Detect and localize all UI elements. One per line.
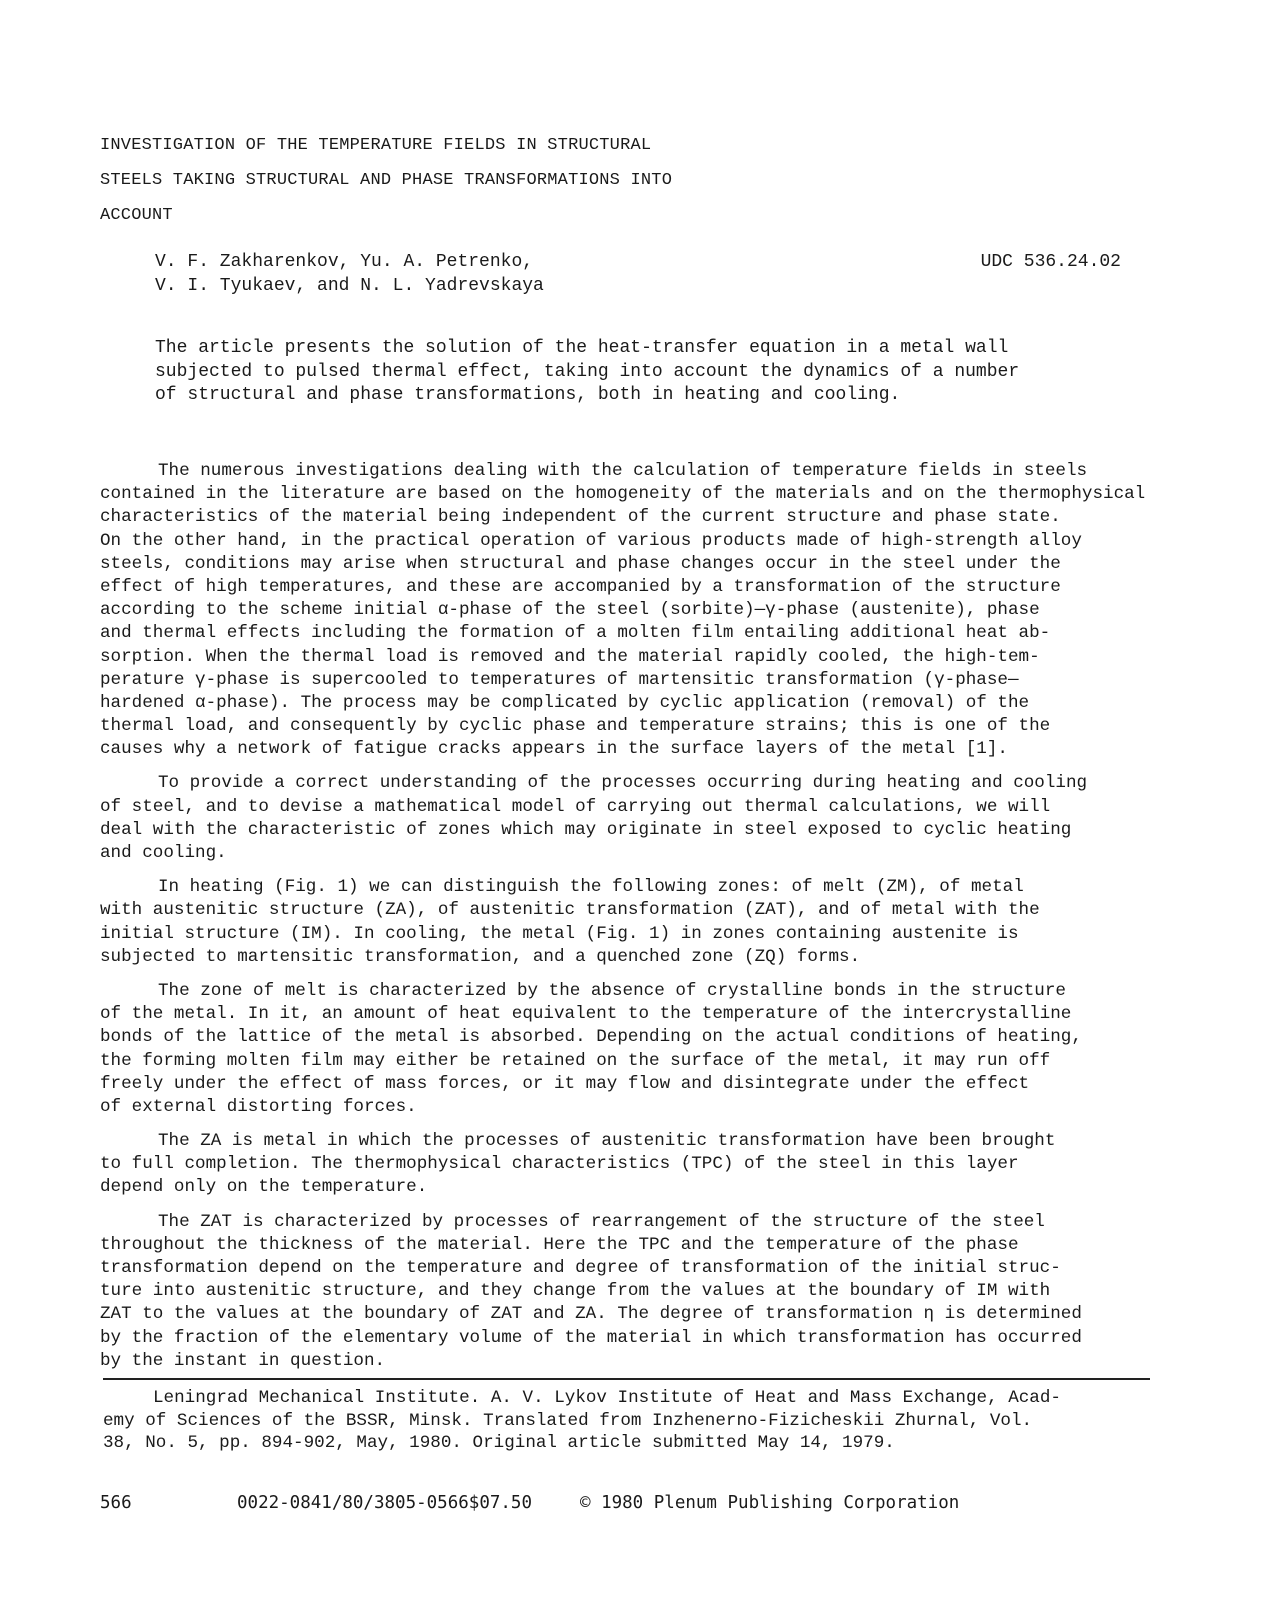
- paragraph-line: To provide a correct understanding of the processes occurring during heating and cooling: [158, 773, 1088, 794]
- abstract-line: subjected to pulsed thermal effect, taking into account the dynamics of a number: [155, 361, 1020, 382]
- paragraph-line: On the other hand, in the practical operation of various products made of high-strength alloy: [100, 530, 1082, 551]
- footnote-line: Leningrad Mechanical Institute. A. V. Lykov Institute of Heat and Mass Exchange, Acad-: [153, 1388, 1061, 1408]
- paragraph-line: to full completion. The thermophysical characteristics (TPC) of the steel in this layer: [100, 1154, 1019, 1175]
- paragraph-line: The ZA is metal in which the processes of austenitic transformation have been brought: [158, 1131, 1056, 1152]
- paragraph-line: thermal load, and consequently by cyclic phase and temperature strains; this is one of the: [100, 716, 1051, 737]
- issn-code: 0022-0841/80/3805-0566$07.50: [237, 1493, 533, 1513]
- author-line: V. F. Zakharenkov, Yu. A. Petrenko,: [155, 252, 534, 272]
- copyright-notice: © 1980 Plenum Publishing Corporation: [580, 1493, 960, 1513]
- footnote: [103, 1387, 1061, 1455]
- body-text: [100, 460, 1160, 1384]
- body-paragraph: [100, 876, 1160, 969]
- paragraph-line: by the fraction of the elementary volume of the material in which transformation has occurred: [100, 1327, 1082, 1348]
- author-line: V. I. Tyukaev, and N. L. Yadrevskaya: [155, 276, 544, 296]
- footnote-divider: [103, 1378, 1150, 1380]
- title-line: ACCOUNT: [100, 206, 173, 225]
- paragraph-line: The numerous investigations dealing with the calculation of temperature fields in steels: [158, 461, 1088, 481]
- body-paragraph: [100, 772, 1160, 865]
- paragraph-line: ture into austenitic structure, and they change from the values at the boundary of IM with: [100, 1281, 1051, 1302]
- paragraph-line: In heating (Fig. 1) we can distinguish the following zones: of melt (ZM), of metal: [158, 877, 1024, 898]
- body-paragraph: [100, 980, 1160, 1119]
- abstract-line: of structural and phase transformations, both in heating and cooling.: [155, 385, 901, 405]
- paragraph-line: perature γ-phase is supercooled to temperatures of martensitic transformation (γ-phase—: [100, 669, 1019, 690]
- paragraph-line: and cooling.: [100, 843, 227, 863]
- paragraph-line: sorption. When the thermal load is removed and the material rapidly cooled, the high-tem-: [100, 646, 1040, 667]
- paragraph-line: The ZAT is characterized by processes of rearrangement of the structure of the steel: [158, 1211, 1045, 1232]
- paragraph-line: of the metal. In it, an amount of heat equivalent to the temperature of the intercrystalline: [100, 1004, 1072, 1025]
- paragraph-line: throughout the thickness of the material. Here the TPC and the temperature of the phase: [100, 1234, 1019, 1255]
- title-line: INVESTIGATION OF THE TEMPERATURE FIELDS IN STRUCTURAL: [100, 136, 652, 155]
- paragraph-line: ZAT to the values at the boundary of ZAT and ZA. The degree of transformation η is determined: [100, 1304, 1082, 1325]
- paragraph-line: the forming molten film may either be retained on the surface of the metal, it may run off: [100, 1050, 1051, 1071]
- body-paragraph: [100, 1211, 1160, 1373]
- paragraph-line: freely under the effect of mass forces, or it may flow and disintegrate under the effect: [100, 1073, 1030, 1094]
- paragraph-line: effect of high temperatures, and these are accompanied by a transformation of the structure: [100, 576, 1061, 597]
- paragraph-line: contained in the literature are based on the homogeneity of the materials and on the thermophysical: [100, 484, 1146, 505]
- abstract: [155, 337, 1115, 408]
- abstract-line: The article presents the solution of the heat-transfer equation in a metal wall: [155, 338, 1009, 358]
- paragraph-line: according to the scheme initial α-phase of the steel (sorbite)—γ-phase (austenite), phase: [100, 600, 1040, 621]
- paragraph-line: depend only on the temperature.: [100, 1177, 428, 1198]
- paragraph-line: hardened α-phase). The process may be complicated by cyclic application (removal) of the: [100, 692, 1030, 713]
- body-paragraph: [100, 1130, 1160, 1200]
- footnote-line: emy of Sciences of the BSSR, Minsk. Translated from Inzhenerno-Fizicheskii Zhurnal, Vol.: [103, 1410, 1033, 1431]
- paragraph-line: of steel, and to devise a mathematical model of carrying out thermal calculations, we will: [100, 796, 1051, 817]
- author-list: [155, 250, 544, 298]
- paragraph-line: by the instant in question.: [100, 1350, 386, 1371]
- article-title: [100, 128, 672, 233]
- paragraph-line: bonds of the lattice of the metal is absorbed. Depending on the actual conditions of heating,: [100, 1027, 1082, 1048]
- paragraph-line: and thermal effects including the formation of a molten film entailing additional heat ab-: [100, 623, 1051, 644]
- paragraph-line: with austenitic structure (ZA), of austenitic transformation (ZAT), and of metal with the: [100, 900, 1040, 921]
- paragraph-line: of external distorting forces.: [100, 1096, 417, 1117]
- footnote-line: 38, No. 5, pp. 894-902, May, 1980. Original article submitted May 14, 1979.: [103, 1433, 895, 1453]
- paragraph-line: causes why a network of fatigue cracks appears in the surface layers of the metal [1].: [100, 739, 1008, 760]
- body-paragraph: [100, 460, 1160, 761]
- paragraph-line: steels, conditions may arise when structural and phase changes occur in the steel under the: [100, 553, 1061, 574]
- paragraph-line: transformation depend on the temperature and degree of transformation of the initial struc-: [100, 1258, 1061, 1278]
- paragraph-line: deal with the characteristic of zones which may originate in steel exposed to cyclic heating: [100, 819, 1072, 840]
- udc-code: UDC 536.24.02: [980, 252, 1121, 272]
- paragraph-line: initial structure (IM). In cooling, the metal (Fig. 1) in zones containing austenite is: [100, 923, 1019, 944]
- page-number: 566: [100, 1493, 132, 1513]
- title-line: STEELS TAKING STRUCTURAL AND PHASE TRANSFORMATIONS INTO: [100, 171, 673, 190]
- paragraph-line: subjected to martensitic transformation, and a quenched zone (ZQ) forms.: [100, 946, 861, 967]
- paragraph-line: The zone of melt is characterized by the absence of crystalline bonds in the structure: [158, 980, 1066, 1001]
- paragraph-line: characteristics of the material being independent of the current structure and phase state.: [100, 507, 1061, 528]
